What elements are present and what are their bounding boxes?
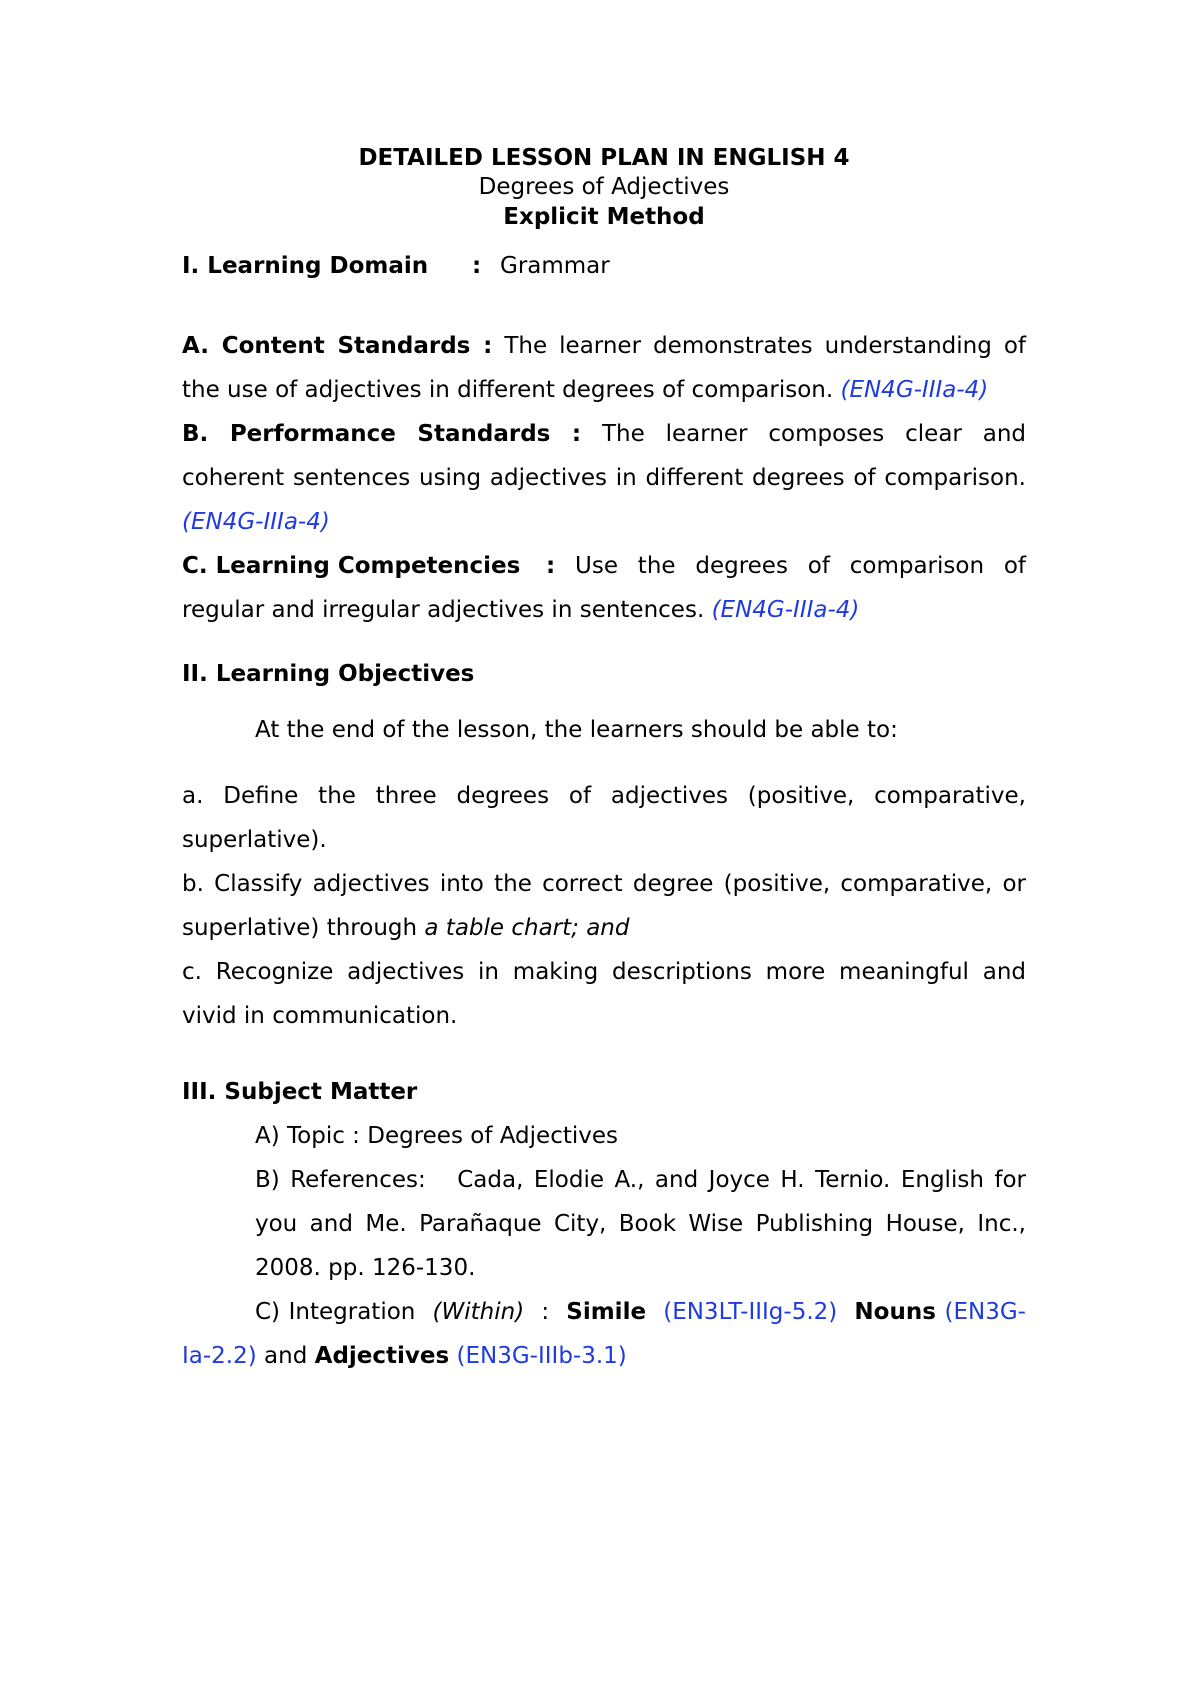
learning-domain-line [182, 244, 1026, 288]
subject-references [182, 1158, 1026, 1290]
learning-competencies-label: C. Learning Competencies [182, 553, 521, 579]
learning-competencies [182, 544, 1026, 632]
subject-matter-heading: III. Subject Matter [182, 1079, 418, 1105]
integration-nouns-code: (EN3G-Ia-2.2) [182, 1299, 1026, 1369]
integration-simile-code: (EN3LT-IIIg-5.2) [663, 1299, 838, 1325]
content-standards-text: The learner demonstrates understanding of the use of adjectives in different degrees of comparison. [182, 333, 1027, 403]
document-title: DETAILED LESSON PLAN IN ENGLISH 4 [358, 145, 850, 171]
document-subtitle: Degrees of Adjectives [478, 174, 730, 200]
performance-standards [182, 412, 1026, 544]
learning-domain-colon: : [472, 253, 482, 279]
learning-competencies-code: (EN4G-IIIa-4) [711, 597, 860, 623]
integration-adjectives-code: (EN3G-IIIb-3.1) [456, 1343, 627, 1369]
subject-topic: A) Topic : Degrees of Adjectives [255, 1123, 618, 1149]
integration-within: (Within) [432, 1299, 525, 1325]
integration-and: and [264, 1343, 308, 1369]
objective-a: a. Define the three degrees of adjectives (positive, comparative, superlative). [182, 783, 1026, 853]
content-standards-label: A. Content Standards : [182, 333, 493, 359]
learning-domain-value: Grammar [500, 253, 610, 279]
integration-label: C) Integration [255, 1299, 416, 1325]
objective-b-text: b. Classify adjectives into the correct degree (positive, comparative, or superlative) through [182, 871, 1026, 941]
objective-b [182, 862, 1026, 950]
integration-adjectives: Adjectives [314, 1343, 450, 1369]
learning-domain-label: I. Learning Domain [182, 253, 429, 279]
integration-colon: : [541, 1299, 550, 1325]
learning-competencies-colon: : [546, 553, 556, 579]
integration-nouns: Nouns [854, 1299, 936, 1325]
performance-standards-code: (EN4G-IIIa-4) [182, 509, 330, 535]
performance-standards-text: The learner composes clear and coherent sentences using adjectives in different degrees of comparison. [182, 421, 1027, 491]
document-header [182, 143, 1026, 232]
method-label: Explicit Method [503, 204, 705, 230]
document-content [182, 143, 1026, 1378]
performance-standards-label: B. Performance Standards : [182, 421, 582, 447]
content-standards-code: (EN4G-IIIa-4) [840, 377, 989, 403]
objectives-intro: At the end of the lesson, the learners should be able to: [255, 717, 898, 743]
subject-integration [182, 1290, 1026, 1378]
references-text: Cada, Elodie A., and Joyce H. Ternio. English for you and Me. Parañaque City, Book Wise Publishing House, Inc., 2008. pp. 126-130. [255, 1167, 1026, 1281]
references-label: B) References: [255, 1167, 426, 1193]
objectives-heading: II. Learning Objectives [182, 661, 475, 687]
objective-c: c. Recognize adjectives in making descriptions more meaningful and vivid in communication. [182, 959, 1026, 1029]
content-standards [182, 324, 1026, 412]
learning-competencies-text: Use the degrees of comparison of regular and irregular adjectives in sentences. [182, 553, 1026, 623]
integration-simile: Simile [566, 1299, 647, 1325]
objective-b-italic: a table chart; and [424, 915, 630, 941]
